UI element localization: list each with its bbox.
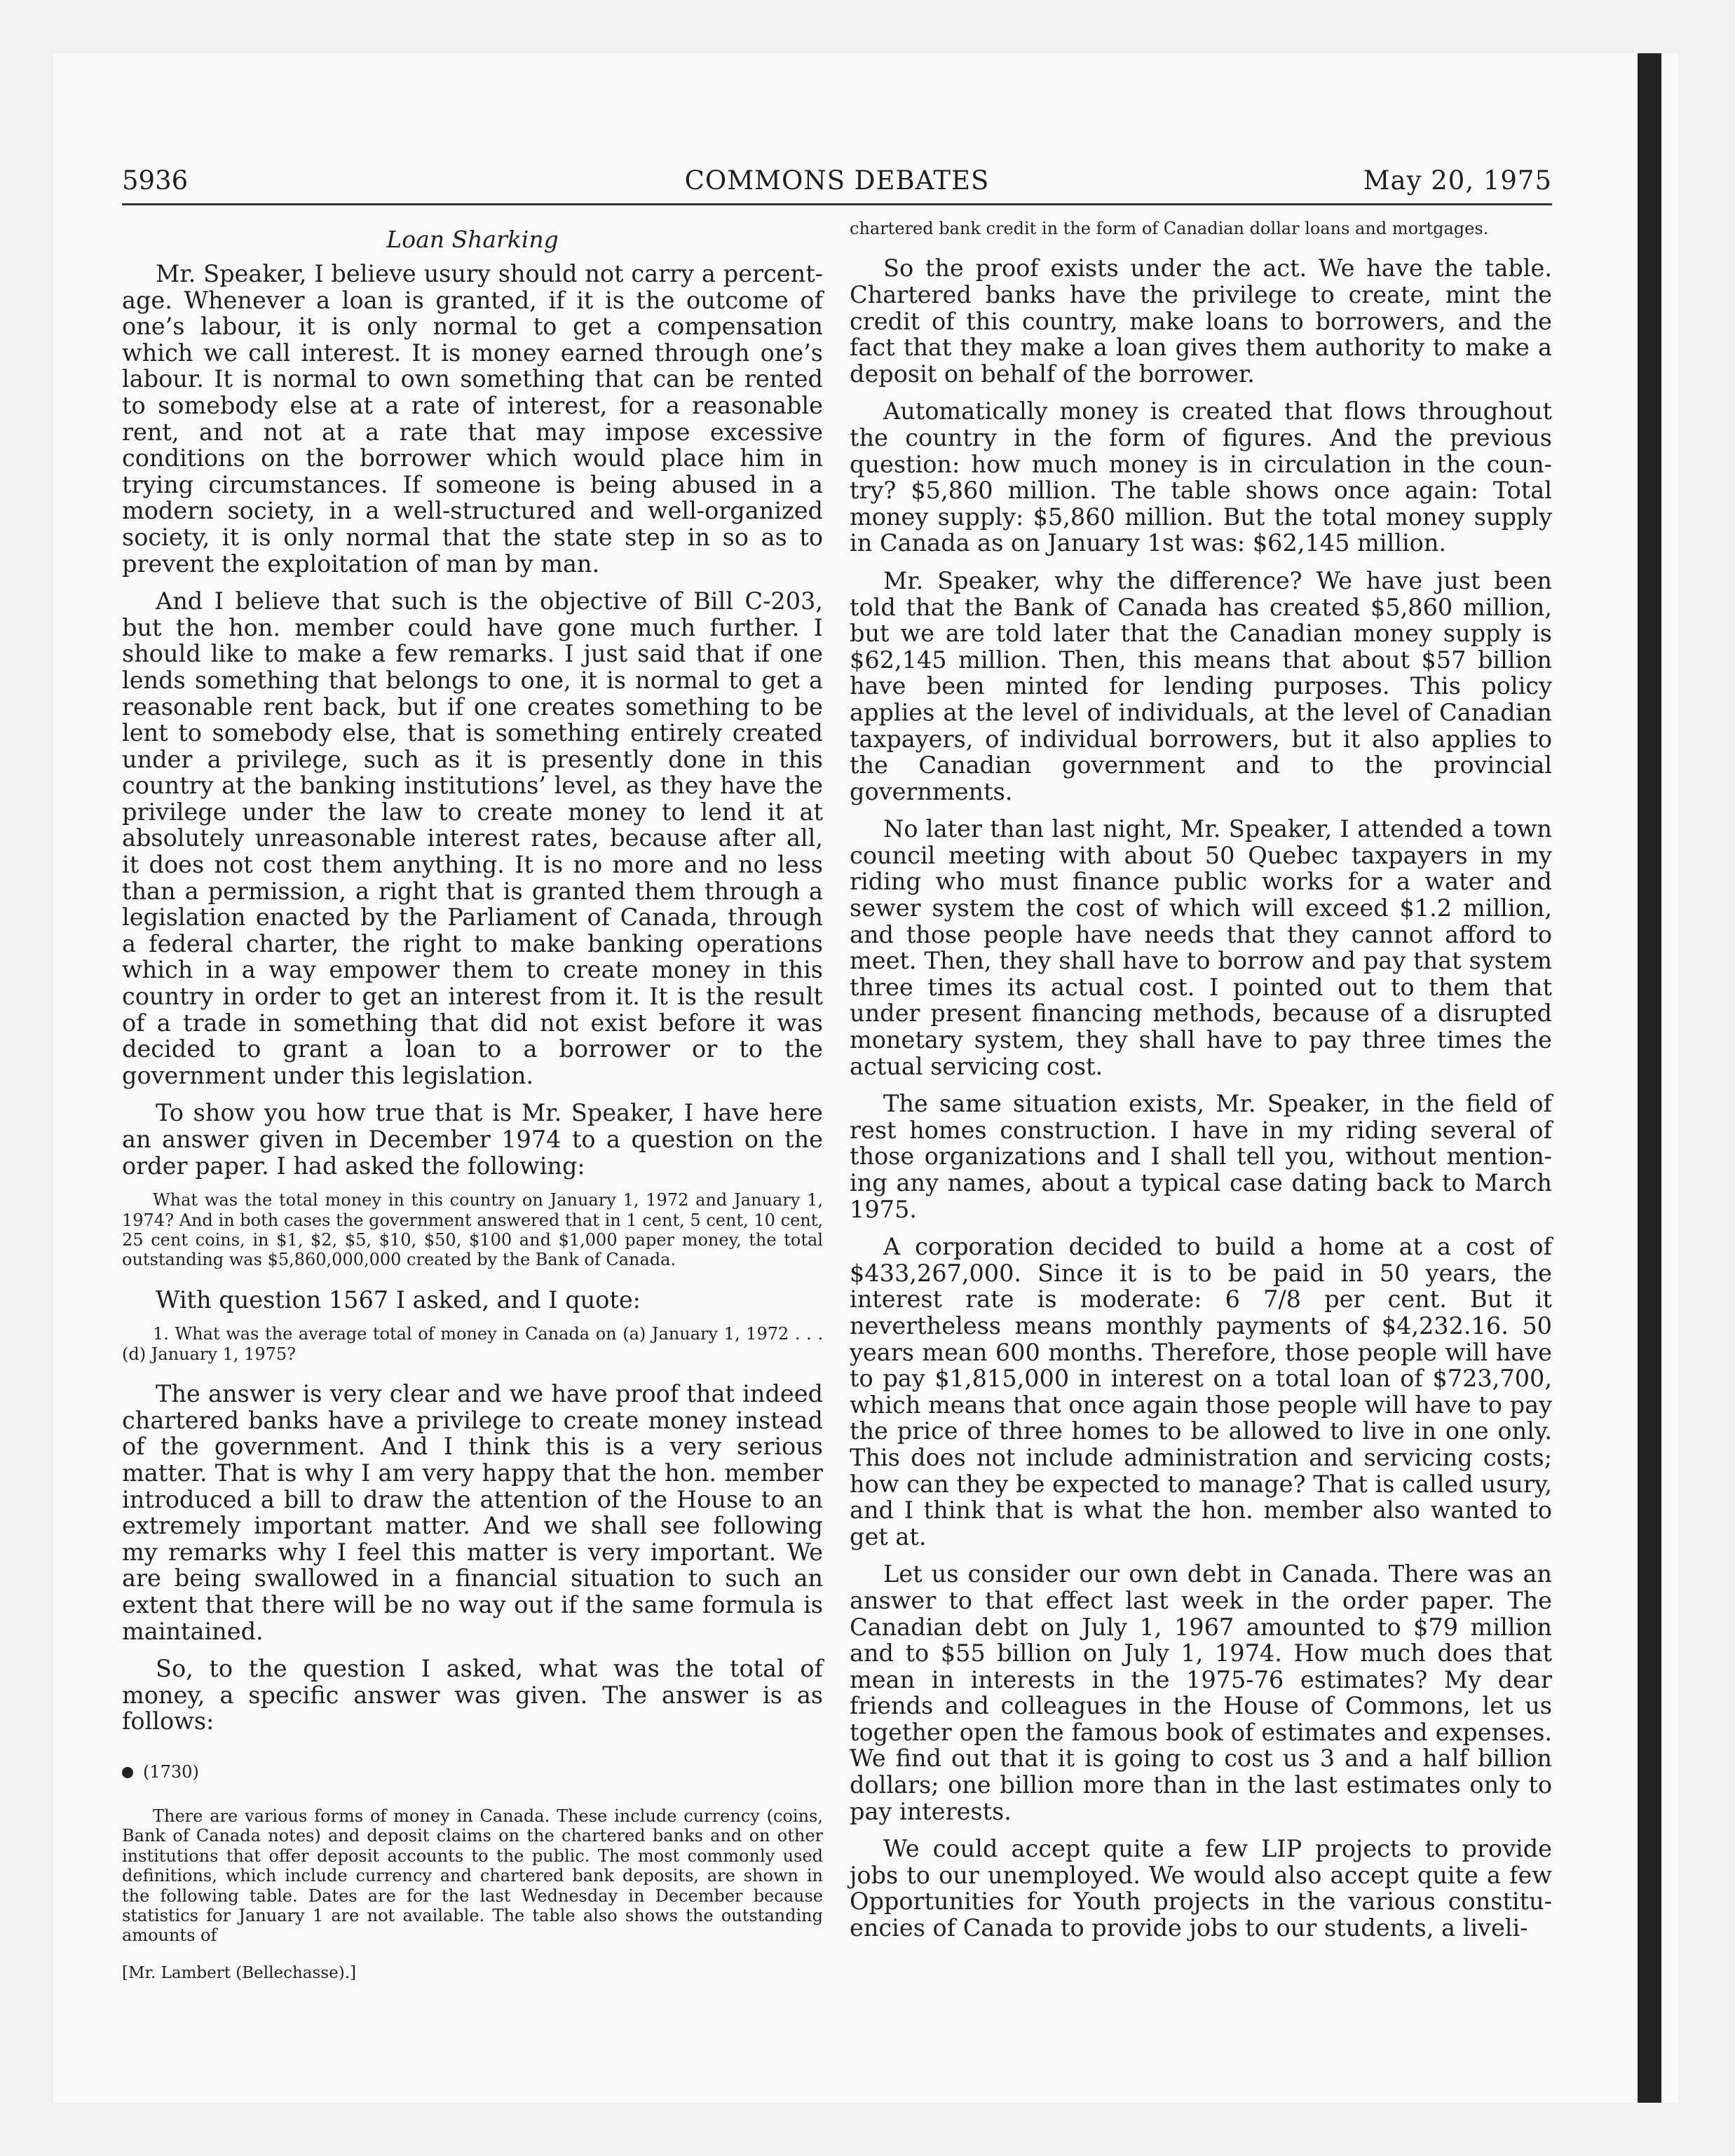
- section-heading: Loan Sharking: [386, 226, 559, 253]
- speaker-attribution: [Mr. Lambert (Bellechasse).]: [122, 1963, 356, 1982]
- paragraph: No later than last night, Mr. Speaker, I attended a town council meeting with about 50 Quebec taxpayers in my riding who must finance public works for a water and sewer system the cost of which will exceed $1.2 million, and those people have needs that they cannot afford to meet. Then, they shall have to borrow and pay that system three times its actual cost. I pointed out to them that under present financing methods, because of a disrupted monetary system, they shall have to pay three times the actual servicing cost.: [850, 815, 1552, 1080]
- paragraph: A corporation decided to build a home at a cost of $433,267,000. Since it is to be paid in 50 years, the interest rate is moderate: 6 7/8 per cent. But it nevertheless means monthly payments of $4,232.16. 50 years mean 600 months. Therefore, those people will have to pay $1,815,000 in interest on a total loan of $723,700, which means that once again those people will have to pay the price of three homes to be allowed to live in one only. This does not include administration and servicing costs; how can they be expected to manage? That is called usury, and I think that is what the hon. member also wanted to get at.: [850, 1233, 1552, 1550]
- paragraph: We could accept quite a few LIP projects to provide jobs to our unemployed. We would also accept quite a few Opportunities for Youth projects in the various constituencies of Canada to provide jobs to our students, a liveli-: [850, 1835, 1552, 1942]
- paragraph: Automatically money is created that flows throughout the country in the form of figures. And the previous question: how much money is in circulation in the country? $5,860 million. The table shows once again: Total money supply: $5,860 million. But the total money supply in Canada as on January 1st was: $62,145 million.: [850, 397, 1552, 557]
- page-number: 5936: [122, 165, 189, 196]
- paragraph: To show you how true that is Mr. Speaker, I have here an answer given in December 1974 to a question on the order paper. I had asked the following:: [122, 1099, 823, 1180]
- right-column: [850, 219, 1552, 1953]
- paragraph: So the proof exists under the act. We have the table. Chartered banks have the privilege to create, mint the credit of this country, make loans to borrowers, and the fact that they make a loan gives them authority to make a deposit on behalf of the borrower.: [850, 254, 1552, 388]
- paragraph: The same situation exists, Mr. Speaker, in the field of rest homes construction. I have in my riding several of those organizations and I shall tell you, without mentioning any names, about a typical case dating back to March 1975.: [850, 1090, 1552, 1223]
- time-marker-text: (1730): [143, 1761, 199, 1782]
- paragraph: With question 1567 I asked, and I quote:: [156, 1285, 641, 1314]
- page-header: [122, 160, 1552, 205]
- quoted-question: 1. What was the average total of money in Canada on (a) January 1, 1972 . . . (d) January 1, 1975?: [122, 1324, 823, 1364]
- publication-date: May 20, 1975: [1363, 165, 1552, 196]
- quoted-question: What was the total money in this country on January 1, 1972 and January 1, 1974? And in both cases the government answered that in 1 cent, 5 cent, 10 cent, 25 cent coins, in $1, $2, $5, $10, $50, $100 and $1,000 paper money, the total outstanding was $5,860,000,000 created by the Bank of Canada.: [122, 1190, 823, 1270]
- scan-edge-shadow: [1638, 53, 1661, 2103]
- bullet-icon: [122, 1767, 133, 1778]
- paragraph: Let us consider our own debt in Canada. There was an answer to that effect last week in the order paper. The Canadian debt on July 1, 1967 amounted to $79 million and to $55 billion on July 1, 1974. How much does that mean in interests in the 1975-76 estimates? My dear friends and colleagues in the House of Commons, let us together open the famous book of estimates and expenses. We find out that it is going to cost us 3 and a half billion dollars; one billion more than in the last estimates only to pay interests.: [850, 1560, 1552, 1825]
- paragraph: Mr. Speaker, I believe usury should not carry a percentage. Whenever a loan is granted, if it is the outcome of one’s labour, it is only normal to get a compensation which we call interest. It is money earned through one’s labour. It is normal to own something that can be rented to somebody else at a rate of interest, for a reasonable rent, and not at a rate that may impose excessive conditions on the borrower which would place him in trying circumstances. If someone is being abused in a modern society, in a well-structured and well-organized society, it is only normal that the state step in so as to prevent the exploitation of man by man.: [122, 260, 823, 578]
- paragraph: Mr. Speaker, why the difference? We have just been told that the Bank of Canada has created $5,860 million, but we are told later that the Canadian money supply is $62,145 million. Then, this means that about $57 billion have been minted for lending purposes. This policy applies at the level of individuals, at the level of Canadian taxpayers, of individual borrowers, but it also applies to the Canadian government and to the provincial governments.: [850, 566, 1552, 805]
- paragraph: So, to the question I asked, what was the total of money, a specific answer was given. The answer is as follows:: [122, 1655, 823, 1735]
- paragraph: The answer is very clear and we have proof that indeed chartered banks have a privilege to create money instead of the government. And I think this is a very serious matter. That is why I am very happy that the hon. member introduced a bill to draw the attention of the House to an extremely important matter. And we shall see following my remarks why I feel this matter is very important. We are being swallowed in a financial situation to such an extent that there will be no way out if the same formula is maintained.: [122, 1380, 823, 1645]
- paragraph: And I believe that such is the objective of Bill C-203, but the hon. member could have gone much further. I should like to make a few remarks. I just said that if one lends something that belongs to one, it is normal to get a reasonable rent back, but if one creates something to be lent to somebody else, that is something entirely created under a privilege, such as it is presently done in this country at the banking institutions’ level, as they have the privilege under the law to create money to lend it at absolutely unreasonable interest rates, because after all, it does not cost them anything. It is no more and no less than a permission, a right that is granted them through a legislation enacted by the Parliament of Canada, through a federal charter, the right to make banking operations which in a way empower them to create money in this country in order to get an interest from it. It is the result of a trade in something that did not exist before it was decided to grant a loan to a borrower or to the government under this legislation.: [122, 587, 823, 1089]
- left-column: [122, 219, 823, 1984]
- quoted-answer: There are various forms of money in Canada. These include currency (coins, Bank of Canada notes) and deposit claims on the chartered banks and on other institutions that offer deposit accounts to the public. The most commonly used definitions, which include currency and chartered bank deposits, are shown in the following table. Dates are for the last Wednesday in December because statistics for January 1 are not available. The table also shows the outstanding amounts of: [122, 1806, 823, 1946]
- time-marker: [122, 1761, 823, 1782]
- publication-title: COMMONS DEBATES: [684, 165, 990, 196]
- quoted-answer-continuation: chartered bank credit in the form of Canadian dollar loans and mortgages.: [850, 219, 1489, 238]
